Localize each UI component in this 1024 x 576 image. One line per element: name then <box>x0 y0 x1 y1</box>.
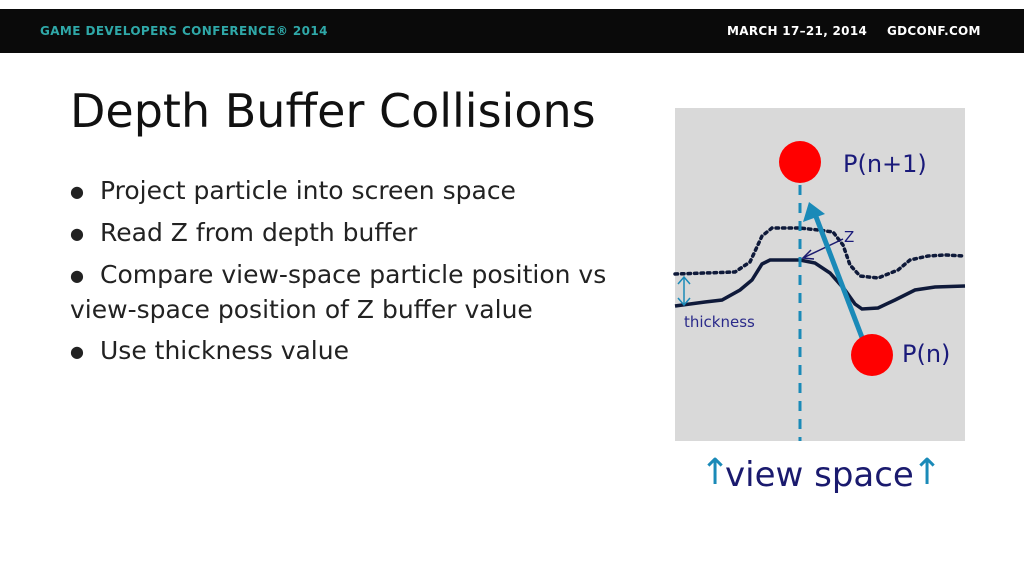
bullet-item: ● Project particle into screen space <box>70 174 630 209</box>
caption-text: view space <box>725 455 914 495</box>
label-next-position: P(n+1) <box>843 150 927 178</box>
particle-current <box>851 334 893 376</box>
bullet-dot-icon: ● <box>70 182 84 201</box>
depth-surface-line <box>675 260 965 309</box>
bullet-item: ● Read Z from depth buffer <box>70 216 630 251</box>
conference-dates: MARCH 17–21, 2014 <box>727 24 868 38</box>
trajectory-arrowhead <box>803 202 825 222</box>
bullet-item: ● Use thickness value <box>70 334 630 369</box>
particle-next <box>779 141 821 183</box>
label-thickness: thickness <box>684 313 755 331</box>
conference-name: GAME DEVELOPERS CONFERENCE® 2014 <box>40 24 328 38</box>
thickness-arrow <box>678 277 690 305</box>
bullet-dot-icon: ● <box>70 224 84 243</box>
label-current-position: P(n) <box>902 340 951 368</box>
trajectory-arrow <box>815 214 866 348</box>
bullet-dot-icon: ● <box>70 342 84 361</box>
slide-title: Depth Buffer Collisions <box>70 84 596 138</box>
label-z: Z <box>844 228 855 246</box>
up-arrow-icon: ↑ <box>700 452 731 493</box>
up-arrow-icon: ↑ <box>912 452 943 493</box>
bullet-item: ● Compare view-space particle position vs view-space position of Z buffer value <box>70 260 607 324</box>
bullet-dot-icon: ● <box>70 266 84 285</box>
conference-website: GDCONF.COM <box>887 24 981 38</box>
thickness-surface-dotted <box>675 228 965 278</box>
